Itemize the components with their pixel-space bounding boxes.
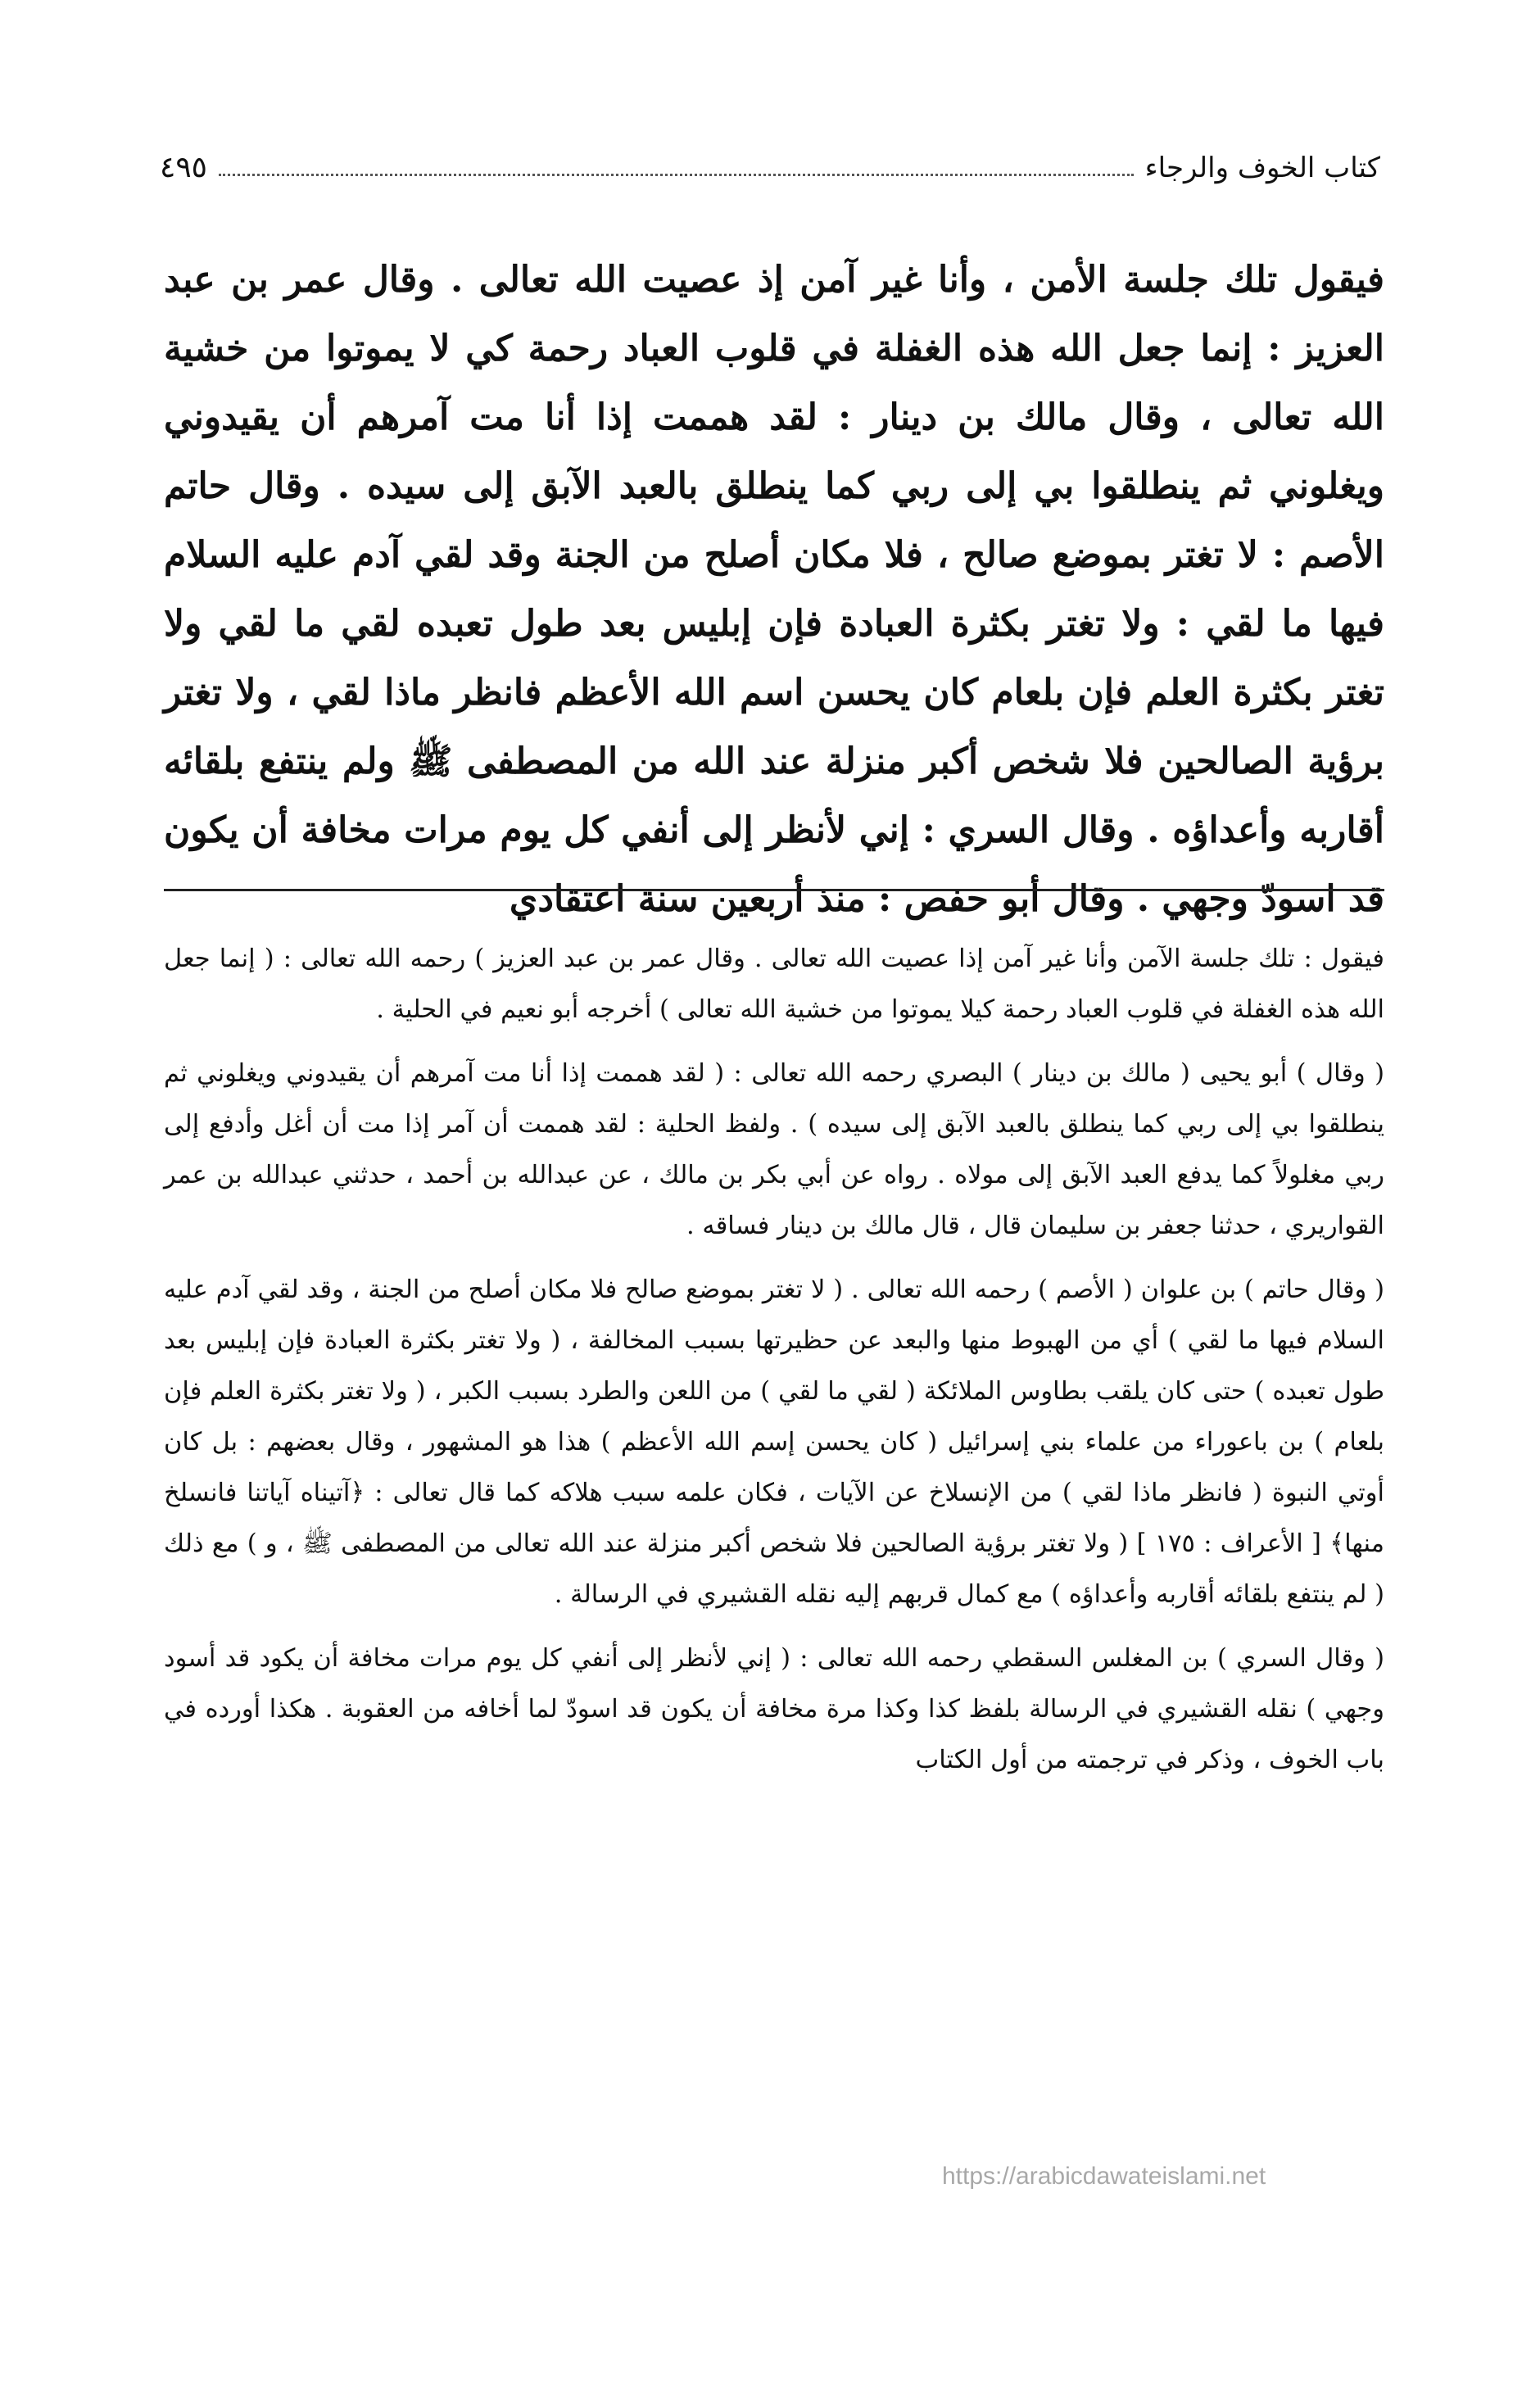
main-text xyxy=(164,246,1384,934)
separator-rule xyxy=(164,889,1384,891)
main-paragraph: فيقول تلك جلسة الأمن ، وأنا غير آمن إذ عصيت الله تعالى . وقال عمر بن عبد العزيز : إنما جعل الله هذه الغفلة في قلوب العباد رحمة كي لا يموتوا من خشية الله تعالى ، وقال مالك بن دينار : لقد هممت إذا أنا مت آمرهم أن يقيدوني ويغلوني ثم ينطلقوا بي إلى ربي كما ينطلق بالعبد الآبق إلى سيده . وقال حاتم الأصم : لا تغتر بموضع صالح ، فلا مكان أصلح من الجنة وقد لقي آدم عليه السلام فيها ما لقي : ولا تغتر بكثرة العبادة فإن إبليس بعد طول تعبده لقي ما لقي ولا تغتر بكثرة العلم فإن بلعام كان يحسن اسم الله الأعظم فانظر ماذا لقي ، ولا تغتر برؤية الصالحين فلا شخص أكبر منزلة عند الله من المصطفى ﷺ ولم ينتفع بلقائه أقاربه وأعداؤه . وقال السري : إني لأنظر إلى أنفي كل يوم مرات مخافة أن يكون قد اسودّ وجهي . وقال أبو حفص : منذ أربعين سنة اعتقادي xyxy=(164,259,1385,920)
commentary xyxy=(164,934,1384,1799)
running-header xyxy=(160,135,1380,184)
commentary-paragraph: ( وقال حاتم ) بن علوان ( الأصم ) رحمه الله تعالى . ( لا تغتر بموضع صالح فلا مكان أصلح من الجنة ، وقد لقي آدم عليه السلام فيها ما لقي ) أي من الهبوط منها والبعد عن حظيرتها بسبب المخالفة ، ( ولا تغتر بكثرة العبادة فإن إبليس بعد طول تعبده ) حتى كان يلقب بطاوس الملائكة ( لقي ما لقي ) من اللعن والطرد بسبب الكبر ، ( ولا تغتر بكثرة العلم فإن بلعام ) بن باعوراء من علماء بني إسرائيل ( كان يحسن إسم الله الأعظم ) هذا هو المشهور ، وقال بعضهم : بل كان أوتي النبوة ( فانظر ماذا لقي ) من الإنسلاخ عن الآيات ، فكان علمه سبب هلاكه كما قال تعالى : ﴿آتيناه آياتنا فانسلخ منها﴾ [ الأعراف : ١٧٥ ] ( ولا تغتر برؤية الصالحين فلا شخص أكبر منزلة عند الله تعالى من المصطفى ﷺ ، و ) مع ذلك ( لم ينتفع بلقائه أقاربه وأعداؤه ) مع كمال قربهم إليه نقله القشيري في الرسالة . xyxy=(164,1275,1384,1609)
watermark-url: https://arabicdawateislami.net xyxy=(942,2163,1266,2190)
commentary-paragraph: ( وقال السري ) بن المغلس السقطي رحمه الله تعالى : ( إني لأنظر إلى أنفي كل يوم مرات مخافة أن يكود قد أسود وجهي ) نقله القشيري في الرسالة بلفظ كذا وكذا مرة مخافة أن يكون قد اسودّ لما أخافه من العقوبة . هكذا أورده في باب الخوف ، وذكر في ترجمته من أول الكتاب xyxy=(164,1644,1384,1774)
chapter-title: كتاب الخوف والرجاء xyxy=(1144,152,1380,184)
commentary-paragraph: ( وقال ) أبو يحيى ( مالك بن دينار ) البصري رحمه الله تعالى : ( لقد هممت إذا أنا مت آمرهم أن يقيدوني ويغلوني ثم ينطلقوا بي إلى ربي كما ينطلق بالعبد الآبق إلى سيده ) . ولفظ الحلية : لقد هممت أن آمر إذا مت أن أغل وأدفع إلى ربي مغلولاً كما يدفع العبد الآبق إلى مولاه . رواه عن أبي بكر بن مالك ، عن عبدالله بن أحمد ، حدثني عبدالله بن عمر القواريري ، حدثنا جعفر بن سليمان قال ، قال مالك بن دينار فساقه . xyxy=(164,1059,1384,1240)
leader-dots xyxy=(219,174,1134,176)
commentary-paragraph: فيقول : تلك جلسة الآمن وأنا غير آمن إذا عصيت الله تعالى . وقال عمر بن عبد العزيز ) رحمه الله تعالى : ( إنما جعل الله هذه الغفلة في قلوب العباد رحمة كيلا يموتوا من خشية الله تعالى ) أخرجه أبو نعيم في الحلية . xyxy=(164,945,1384,1024)
page-number: ٤٩٥ xyxy=(160,151,208,184)
